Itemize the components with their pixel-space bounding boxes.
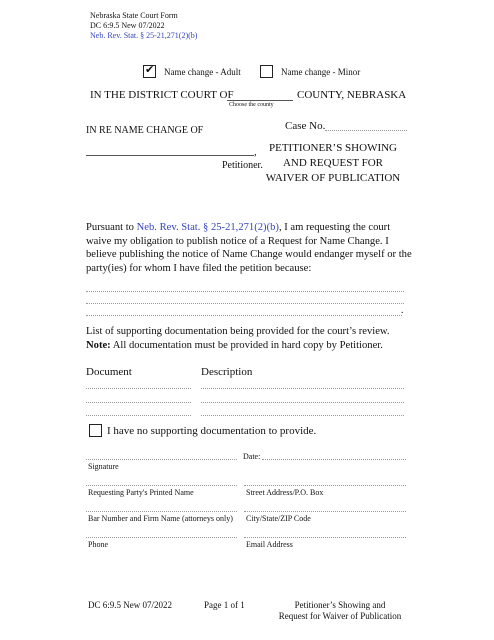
bar-firm-field[interactable]: [86, 511, 237, 512]
adult-checkbox-label: Name change - Adult: [164, 67, 241, 77]
city-state-zip-field[interactable]: [244, 511, 406, 512]
doc-list-intro: List of supporting documentation being provided for the court’s review.: [86, 326, 390, 337]
choose-county-hint: Choose the county: [229, 102, 274, 108]
note-text: All documentation must be provided in hard copy by Petitioner.: [110, 339, 383, 351]
pursuant-post: , I am requesting the court waive my obligation to publish notice of a Request for Name Change. I believe publishing the notice of Name Change would endanger myself or the party(ies) for whom I have filed the petition because:: [86, 222, 412, 274]
street-address-field[interactable]: [244, 485, 406, 486]
description-field-1[interactable]: [201, 388, 404, 389]
date-label: Date:: [243, 452, 261, 461]
footer-title: [270, 600, 410, 622]
description-field-2[interactable]: [201, 402, 404, 403]
doc-list-paragraph: [86, 325, 416, 352]
no-documentation-checkbox[interactable]: [89, 424, 102, 437]
footer-page-number: Page 1 of 1: [204, 600, 245, 610]
printed-name-label: Requesting Party's Printed Name: [88, 488, 194, 497]
comma: ,: [254, 146, 257, 158]
title-line-2: AND REQUEST FOR: [282, 157, 384, 169]
county-nebraska-text: COUNTY, NEBRASKA: [297, 89, 407, 101]
adult-checkbox[interactable]: [143, 65, 156, 78]
pursuant-statute-link[interactable]: Neb. Rev. Stat. § 25-21,271(2)(b): [136, 222, 279, 233]
reason-line-2[interactable]: [86, 303, 404, 304]
printed-name-field[interactable]: [86, 485, 237, 486]
description-column-header: Description: [201, 366, 253, 378]
no-documentation-label: I have no supporting documentation to provide.: [107, 425, 317, 437]
petitioner-label: Petitioner.: [222, 160, 263, 171]
form-id: DC 6:9.5 New 07/2022: [90, 21, 165, 30]
statute-link[interactable]: Neb. Rev. Stat. § 25-21,271(2)(b): [90, 31, 198, 40]
minor-checkbox-label: Name change - Minor: [281, 67, 361, 77]
email-label: Email Address: [246, 540, 293, 549]
footer-title-line-1: Petitioner’s Showing and: [294, 600, 386, 610]
in-re-label: IN RE NAME CHANGE OF: [86, 125, 204, 136]
signature-field[interactable]: [86, 459, 237, 460]
document-field-2[interactable]: [86, 402, 191, 403]
title-line-3: WAIVER OF PUBLICATION: [265, 172, 401, 184]
case-no-field[interactable]: [325, 130, 407, 131]
reason-line-1[interactable]: [86, 291, 404, 292]
email-field[interactable]: [244, 537, 406, 538]
signature-label: Signature: [88, 462, 119, 471]
bar-firm-label: Bar Number and Firm Name (attorneys only): [88, 514, 233, 523]
city-state-zip-label: City/State/ZIP Code: [246, 514, 311, 523]
note-label: Note:: [86, 339, 111, 351]
pursuant-paragraph: [86, 221, 416, 275]
title-line-1: PETITIONER’S SHOWING: [268, 142, 397, 154]
phone-label: Phone: [88, 540, 108, 549]
form-court-name: Nebraska State Court Form: [90, 11, 178, 20]
document-field-1[interactable]: [86, 388, 191, 389]
checkmark-icon: ✔: [145, 63, 155, 76]
date-field[interactable]: [262, 459, 406, 460]
footer-form-id: DC 6:9.5 New 07/2022: [88, 600, 172, 610]
note-line: [86, 339, 416, 353]
document-column-header: Document: [86, 366, 132, 378]
reason-period: .: [401, 305, 404, 316]
reason-line-3[interactable]: [86, 315, 402, 316]
footer-title-line-2: Request for Waiver of Publication: [278, 611, 402, 621]
document-title: [258, 141, 408, 186]
pursuant-pre: Pursuant to: [86, 222, 137, 233]
district-court-text: IN THE DISTRICT COURT OF: [90, 89, 234, 101]
phone-field[interactable]: [86, 537, 237, 538]
street-address-label: Street Address/P.O. Box: [246, 488, 324, 497]
case-no-label: Case No.: [285, 120, 326, 132]
description-field-3[interactable]: [201, 415, 404, 416]
petitioner-name-field[interactable]: [86, 155, 254, 156]
document-field-3[interactable]: [86, 415, 191, 416]
county-field[interactable]: [227, 100, 293, 101]
minor-checkbox[interactable]: [260, 65, 273, 78]
